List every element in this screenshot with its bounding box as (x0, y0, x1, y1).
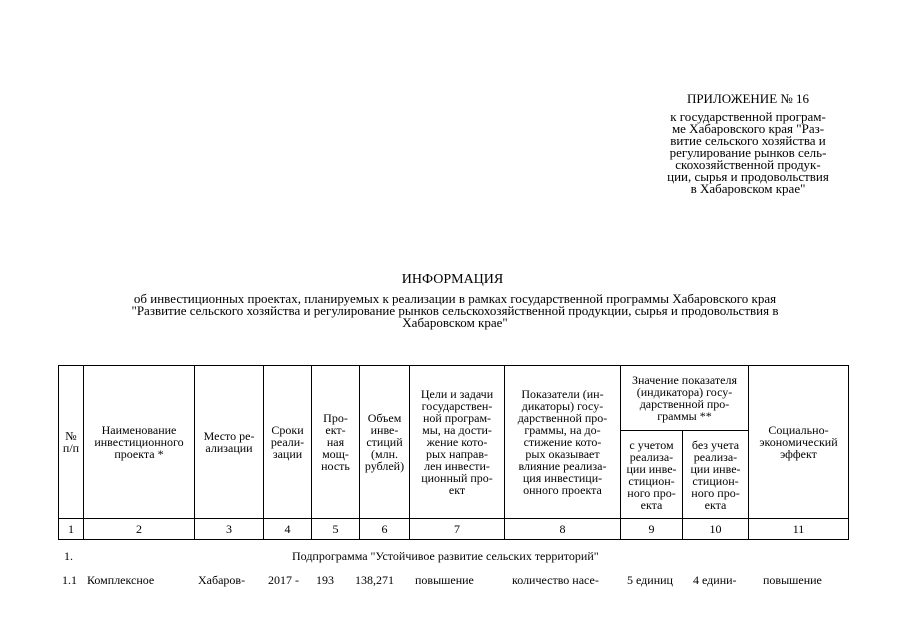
column-number-row (59, 519, 849, 540)
document-title: ИНФОРМАЦИЯ (401, 272, 504, 287)
header-capacity: Про- ект- ная мощ- ность (312, 366, 360, 519)
row-terms: 2017 - (268, 573, 299, 587)
header-row (59, 366, 849, 431)
appendix-line: скохозяйственной продук- (675, 157, 821, 172)
column-number: 5 (312, 519, 360, 540)
column-number: 9 (621, 519, 683, 540)
section-number: 1. (64, 549, 73, 563)
column-number: 4 (264, 519, 312, 540)
header-effect: Социально- экономический эффект (749, 366, 849, 519)
row-indicators: количество насе- (512, 573, 599, 587)
subtitle-line: об инвестиционных проектах, планируемых к реализации в рамках государственной программы Хабаровского края (133, 291, 777, 306)
row-name: Комплексное (87, 573, 155, 587)
header-indicators: Показатели (ин- дикаторы) госу- дарственной про- граммы, на до- стижение кото- рых оказывает влияние реализа- ция инвестици- онного проекта (505, 366, 621, 519)
column-number: 8 (505, 519, 621, 540)
investment-projects-table (58, 365, 849, 540)
appendix-line: регулирование рынков сель- (669, 145, 827, 160)
section-title: Подпрограмма "Устойчивое развитие сельских территорий" (292, 549, 599, 563)
row-effect: повышение (763, 573, 822, 587)
appendix-line: к государственной програм- (670, 109, 826, 124)
appendix-line: витие сельского хозяйства и (670, 133, 826, 148)
column-number: 10 (683, 519, 749, 540)
column-number: 6 (360, 519, 410, 540)
appendix-line: в Хабаровском крае" (690, 181, 806, 196)
header-goals: Цели и задачи государствен- ной програм- мы, на дости- жение кото- рых направ- лен инвести- ционный про- ект (410, 366, 505, 519)
appendix-line: ции, сырья и продовольствия (667, 169, 829, 184)
subtitle-line: "Развитие сельского хозяйства и регулирование рынков сельскохозяйственной продукции, сырья и продовольствия в (131, 303, 779, 318)
header-terms: Сроки реали- зации (264, 366, 312, 519)
row-with-project: 5 единиц (627, 573, 673, 587)
header-name: Наименование инвестиционного проекта * (84, 366, 195, 519)
subtitle-line: Хабаровском крае" (402, 315, 508, 330)
header-with-project: с учетом реализа- ции инве- стицион- ного про- екта (621, 431, 683, 519)
appendix-line: ме Хабаровского края "Раз- (671, 121, 825, 136)
row-capacity: 193 (316, 573, 334, 587)
appendix-block (648, 93, 848, 195)
document-subtitle (70, 293, 840, 329)
column-number: 2 (84, 519, 195, 540)
header-value-group: Значение показателя (индикатора) госу- дарственной про- граммы ** (621, 366, 749, 431)
column-number: 1 (59, 519, 84, 540)
row-without-project: 4 едини- (693, 573, 737, 587)
header-volume: Объем инве- стиций (млн. рублей) (360, 366, 410, 519)
appendix-title: ПРИЛОЖЕНИЕ № 16 (686, 91, 810, 106)
column-number: 11 (749, 519, 849, 540)
column-number: 7 (410, 519, 505, 540)
row-volume: 138,271 (355, 573, 394, 587)
header-num: № п/п (59, 366, 84, 519)
column-number: 3 (195, 519, 264, 540)
row-place: Хабаров- (198, 573, 246, 587)
row-num: 1.1 (62, 573, 77, 587)
header-without-project: без учета реализа- ции инве- стицион- ного про- екта (683, 431, 749, 519)
header-place: Место ре- ализации (195, 366, 264, 519)
row-goals: повышение (415, 573, 474, 587)
